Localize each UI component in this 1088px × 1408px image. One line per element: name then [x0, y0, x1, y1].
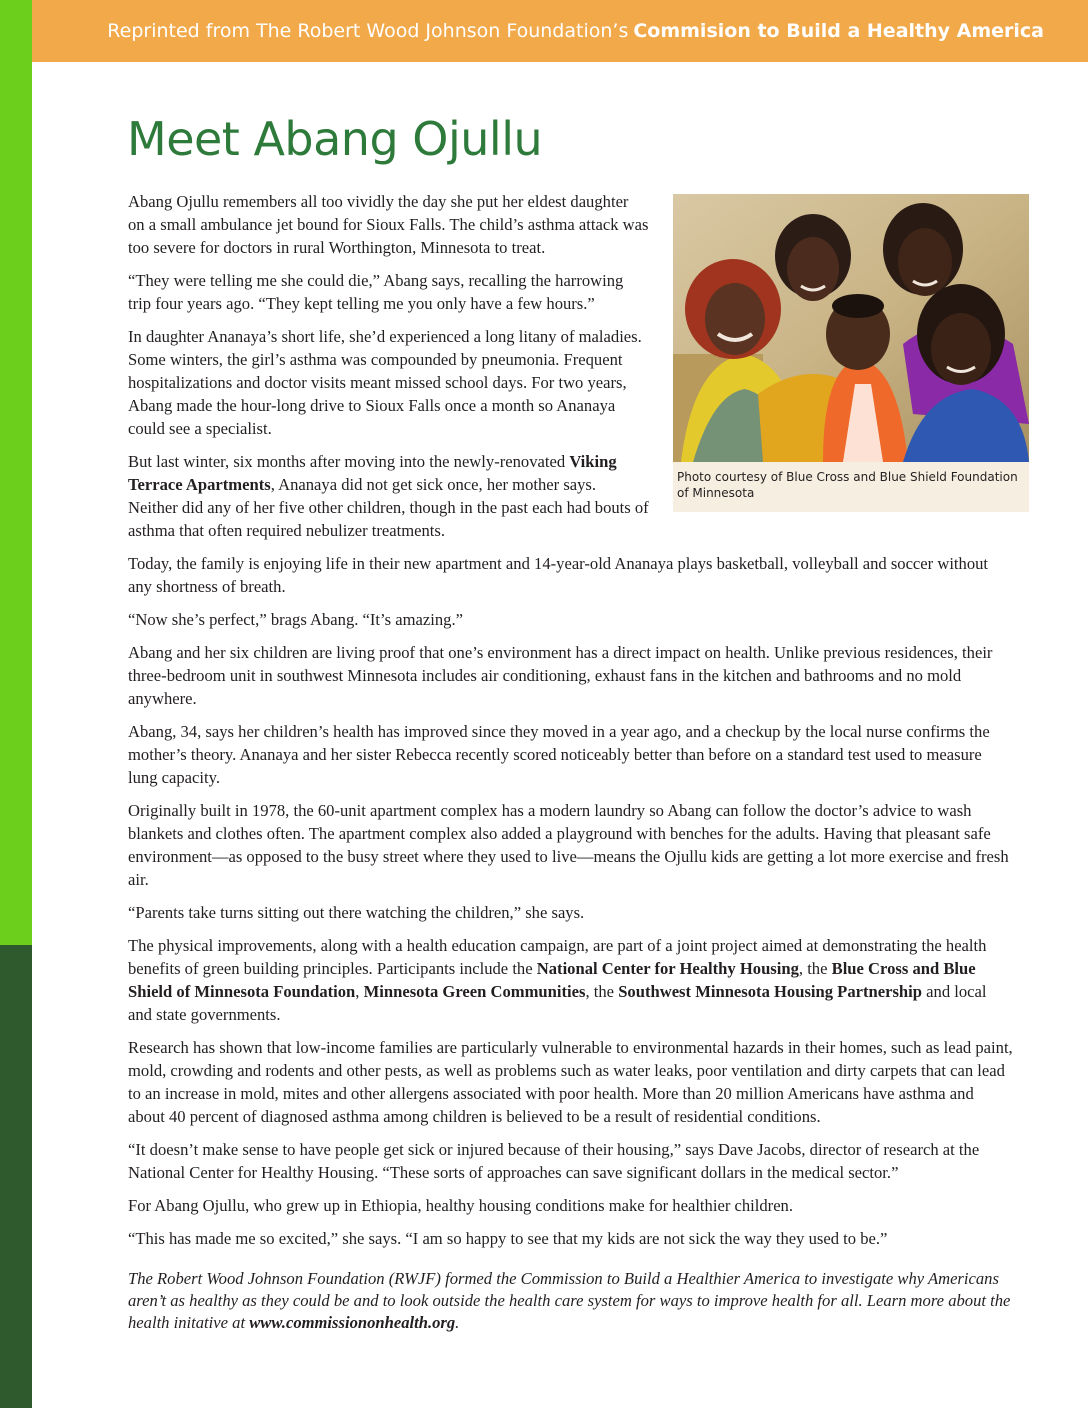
header-banner — [32, 0, 1088, 62]
footer-link[interactable]: www.commissiononhealth.org — [249, 1313, 456, 1332]
text-run: and local and state governments. — [128, 982, 987, 1024]
text-run: The physical improvements, along with a health education campaign, are part of a joint project aimed at demonstrating the health benefits of green building principles. Participants include the — [128, 936, 987, 978]
paragraph: “Now she’s perfect,” brags Abang. “It’s amazing.” — [128, 610, 463, 629]
family-photo — [673, 194, 1029, 462]
partner-name: Minnesota Green Communities — [363, 982, 586, 1001]
text-run: , — [355, 982, 360, 1001]
footer-note — [128, 1268, 1013, 1334]
photo-figure — [673, 194, 1029, 512]
paragraph: Today, the family is enjoying life in their new apartment and 14-year-old Ananaya plays basketball, volleyball and soccer without any shortness of breath. — [128, 554, 989, 596]
photo-caption: Photo courtesy of Blue Cross and Blue Shield Foundation of Minnesota — [677, 470, 1018, 500]
paragraph: “Parents take turns sitting out there watching the children,” she says. — [128, 903, 585, 922]
paragraph: “This has made me so excited,” she says. “I am so happy to see that my kids are not sick the way they used to be.” — [128, 1229, 888, 1248]
paragraph: “They were telling me she could die,” Abang says, recalling the harrowing trip four years ago. “They kept telling me you only have a few hours.” — [128, 271, 624, 313]
paragraph: Abang Ojullu remembers all too vividly the day she put her eldest daughter on a small ambulance jet bound for Sioux Falls. The child’s asthma attack was too severe for doctors in rural Worthington, Minnesota to treat. — [128, 192, 649, 257]
paragraph — [128, 934, 1013, 1026]
text-run: But last winter, six months after moving into the newly-renovated — [128, 452, 566, 471]
article-body — [128, 190, 1018, 1344]
partner-name: National Center for Healthy Housing — [536, 959, 799, 978]
side-accent-bar-dark-green — [0, 945, 32, 1408]
apartment-name: Viking Terrace Apartments — [128, 452, 617, 494]
footer-period: . — [455, 1313, 460, 1332]
paragraph: Originally built in 1978, the 60-unit apartment complex has a modern laundry so Abang can follow the doctor’s advice to wash blankets and clothes often. The apartment complex also added a playground with benches for the adults. Having that pleasant safe environment—as opposed to the busy street where they used to live—means the Ojullu kids are getting a lot more exercise and fresh air. — [128, 801, 1009, 889]
paragraph: “It doesn’t make sense to have people get sick or injured because of their housing,” says Dave Jacobs, director of research at the National Center for Healthy Housing. “These sorts of approaches can save significant dollars in the medical sector.” — [128, 1140, 980, 1182]
page-title: Meet Abang Ojullu — [127, 112, 543, 166]
paragraph: In daughter Ananaya’s short life, she’d experienced a long litany of maladies. Some winters, the girl’s asthma was compounded by pneumonia. Frequent hospitalizations and doctor visits meant missed school days. For two years, Abang made the hour-long drive to Sioux Falls once a month so Ananaya could see a specialist. — [128, 327, 642, 438]
text-run: , the — [798, 959, 828, 978]
partner-name: Southwest Minnesota Housing Partnership — [618, 982, 922, 1001]
partner-name: Blue Cross and Blue Shield of Minnesota Foundation — [128, 959, 976, 1001]
banner-prefix: Reprinted from The Robert Wood Johnson Foundation’s — [107, 20, 629, 42]
paragraph: For Abang Ojullu, who grew up in Ethiopia, healthy housing conditions make for healthier children. — [128, 1196, 794, 1215]
side-accent-bar-green — [0, 0, 32, 945]
paragraph: Research has shown that low-income families are particularly vulnerable to environmental hazards in their homes, such as lead paint, mold, crowding and rodents and other pests, as well as problems such as water leaks, poor ventilation and dirty carpets that can lead to an increase in mold, mites and other allergens associated with poor health. More than 20 million Americans have asthma and about 40 percent of diagnosed asthma among children is believed to be a result of residential conditions. — [128, 1038, 1013, 1126]
banner-emphasis: Commision to Build a Healthy America — [633, 20, 1044, 42]
text-run: , the — [585, 982, 615, 1001]
paragraph: Abang, 34, says her children’s health has improved since they moved in a year ago, and a checkup by the local nurse confirms the mother’s theory. Ananaya and her sister Rebecca recently scored noticeably better than before on a standard test used to measure lung capacity. — [128, 722, 990, 787]
paragraph: Abang and her six children are living proof that one’s environment has a direct impact on health. Unlike previous residences, their three-bedroom unit in southwest Minnesota includes air conditioning, exhaust fans in the kitchen and bathrooms and no mold anywhere. — [128, 643, 993, 708]
text-run: , Ananaya did not get sick once, her mother says. Neither did any of her five other children, though in the past each had bouts of asthma that often required nebulizer treatments. — [128, 475, 649, 540]
footer-text: The Robert Wood Johnson Foundation (RWJF) formed the Commission to Build a Healthier America to investigate why Americans aren’t as healthy as they could be and to look outside the health care system for ways to improve health for all. Learn more about the health initative at — [128, 1269, 1011, 1332]
